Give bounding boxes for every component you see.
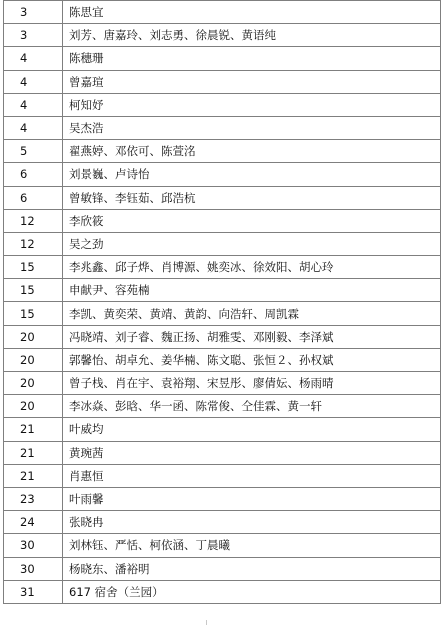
names-cell: 刘景巍、卢诗怡 (63, 163, 441, 186)
table-row (4, 116, 441, 139)
number-cell: 15 (4, 256, 63, 279)
names-cell: 李兆鑫、邱子烨、肖博源、姚奕冰、徐效阳、胡心玲 (63, 256, 441, 279)
table-row (4, 348, 441, 371)
names-cell: 肖惠恒 (63, 464, 441, 487)
number-cell: 20 (4, 325, 63, 348)
number-cell: 21 (4, 464, 63, 487)
number-cell: 23 (4, 487, 63, 510)
number-cell: 30 (4, 534, 63, 557)
table-row (4, 534, 441, 557)
names-cell: 柯知妤 (63, 93, 441, 116)
number-cell: 30 (4, 557, 63, 580)
names-cell: 曾嘉瑄 (63, 70, 441, 93)
number-cell: 20 (4, 395, 63, 418)
names-cell: 曾子栈、肖在宇、袁裕翔、宋昱彤、廖倩妘、杨雨晴 (63, 372, 441, 395)
number-cell: 20 (4, 372, 63, 395)
table-row (4, 325, 441, 348)
number-cell: 6 (4, 163, 63, 186)
names-cell: 李冰焱、彭晗、华一函、陈常俊、仝佳霖、黄一轩 (63, 395, 441, 418)
names-cell: 刘林钰、严恬、柯依涵、丁晨曦 (63, 534, 441, 557)
number-cell: 5 (4, 140, 63, 163)
names-cell: 冯晓靖、刘子睿、魏正扬、胡雅雯、邓刚毅、李泽斌 (63, 325, 441, 348)
number-cell: 31 (4, 580, 63, 603)
table-row (4, 70, 441, 93)
names-cell: 617 宿舍（兰园） (63, 580, 441, 603)
number-cell: 20 (4, 348, 63, 371)
number-cell: 3 (4, 24, 63, 47)
names-cell: 吴杰浩 (63, 116, 441, 139)
table-row (4, 511, 441, 534)
table-row (4, 256, 441, 279)
names-cell: 张晓冉 (63, 511, 441, 534)
number-cell: 12 (4, 209, 63, 232)
number-cell: 21 (4, 441, 63, 464)
number-cell: 15 (4, 279, 63, 302)
number-cell: 15 (4, 302, 63, 325)
table-row (4, 47, 441, 70)
names-cell: 翟燕婷、邓依可、陈萱洺 (63, 140, 441, 163)
table-row (4, 232, 441, 255)
table-row (4, 302, 441, 325)
name-table (3, 0, 441, 604)
table-row (4, 1, 441, 24)
names-cell: 叶威均 (63, 418, 441, 441)
number-cell: 4 (4, 116, 63, 139)
number-cell: 12 (4, 232, 63, 255)
names-cell: 陈穗珊 (63, 47, 441, 70)
table-row (4, 580, 441, 603)
names-cell: 黄琬茜 (63, 441, 441, 464)
names-cell: 李欣筱 (63, 209, 441, 232)
table-row (4, 418, 441, 441)
number-cell: 4 (4, 70, 63, 93)
number-cell: 24 (4, 511, 63, 534)
number-cell: 3 (4, 1, 63, 24)
names-cell: 叶雨馨 (63, 487, 441, 510)
table-row (4, 441, 441, 464)
table-row (4, 163, 441, 186)
names-cell: 陈思宜 (63, 1, 441, 24)
table-row (4, 487, 441, 510)
names-cell: 曾敏锋、李钰茹、邱浩杭 (63, 186, 441, 209)
table-row (4, 464, 441, 487)
table-row (4, 93, 441, 116)
names-cell: 郭馨怡、胡卓允、姜华楠、陈文聪、张恒２、孙权斌 (63, 348, 441, 371)
table-row (4, 279, 441, 302)
table-row (4, 557, 441, 580)
number-cell: 21 (4, 418, 63, 441)
names-cell: 申献尹、容苑楠 (63, 279, 441, 302)
page-edge-mark (206, 620, 207, 625)
names-cell: 吴之劲 (63, 232, 441, 255)
number-cell: 6 (4, 186, 63, 209)
table-body (4, 1, 441, 604)
table-row (4, 372, 441, 395)
names-cell: 刘芳、唐嘉玲、刘志勇、徐晨锐、黄语纯 (63, 24, 441, 47)
names-cell: 李凯、黄奕荣、黄靖、黄韵、向浩轩、周凯霖 (63, 302, 441, 325)
table-row (4, 209, 441, 232)
names-cell: 杨晓东、潘裕明 (63, 557, 441, 580)
number-cell: 4 (4, 47, 63, 70)
number-cell: 4 (4, 93, 63, 116)
table-row (4, 395, 441, 418)
table-row (4, 140, 441, 163)
table-row (4, 186, 441, 209)
table-row (4, 24, 441, 47)
